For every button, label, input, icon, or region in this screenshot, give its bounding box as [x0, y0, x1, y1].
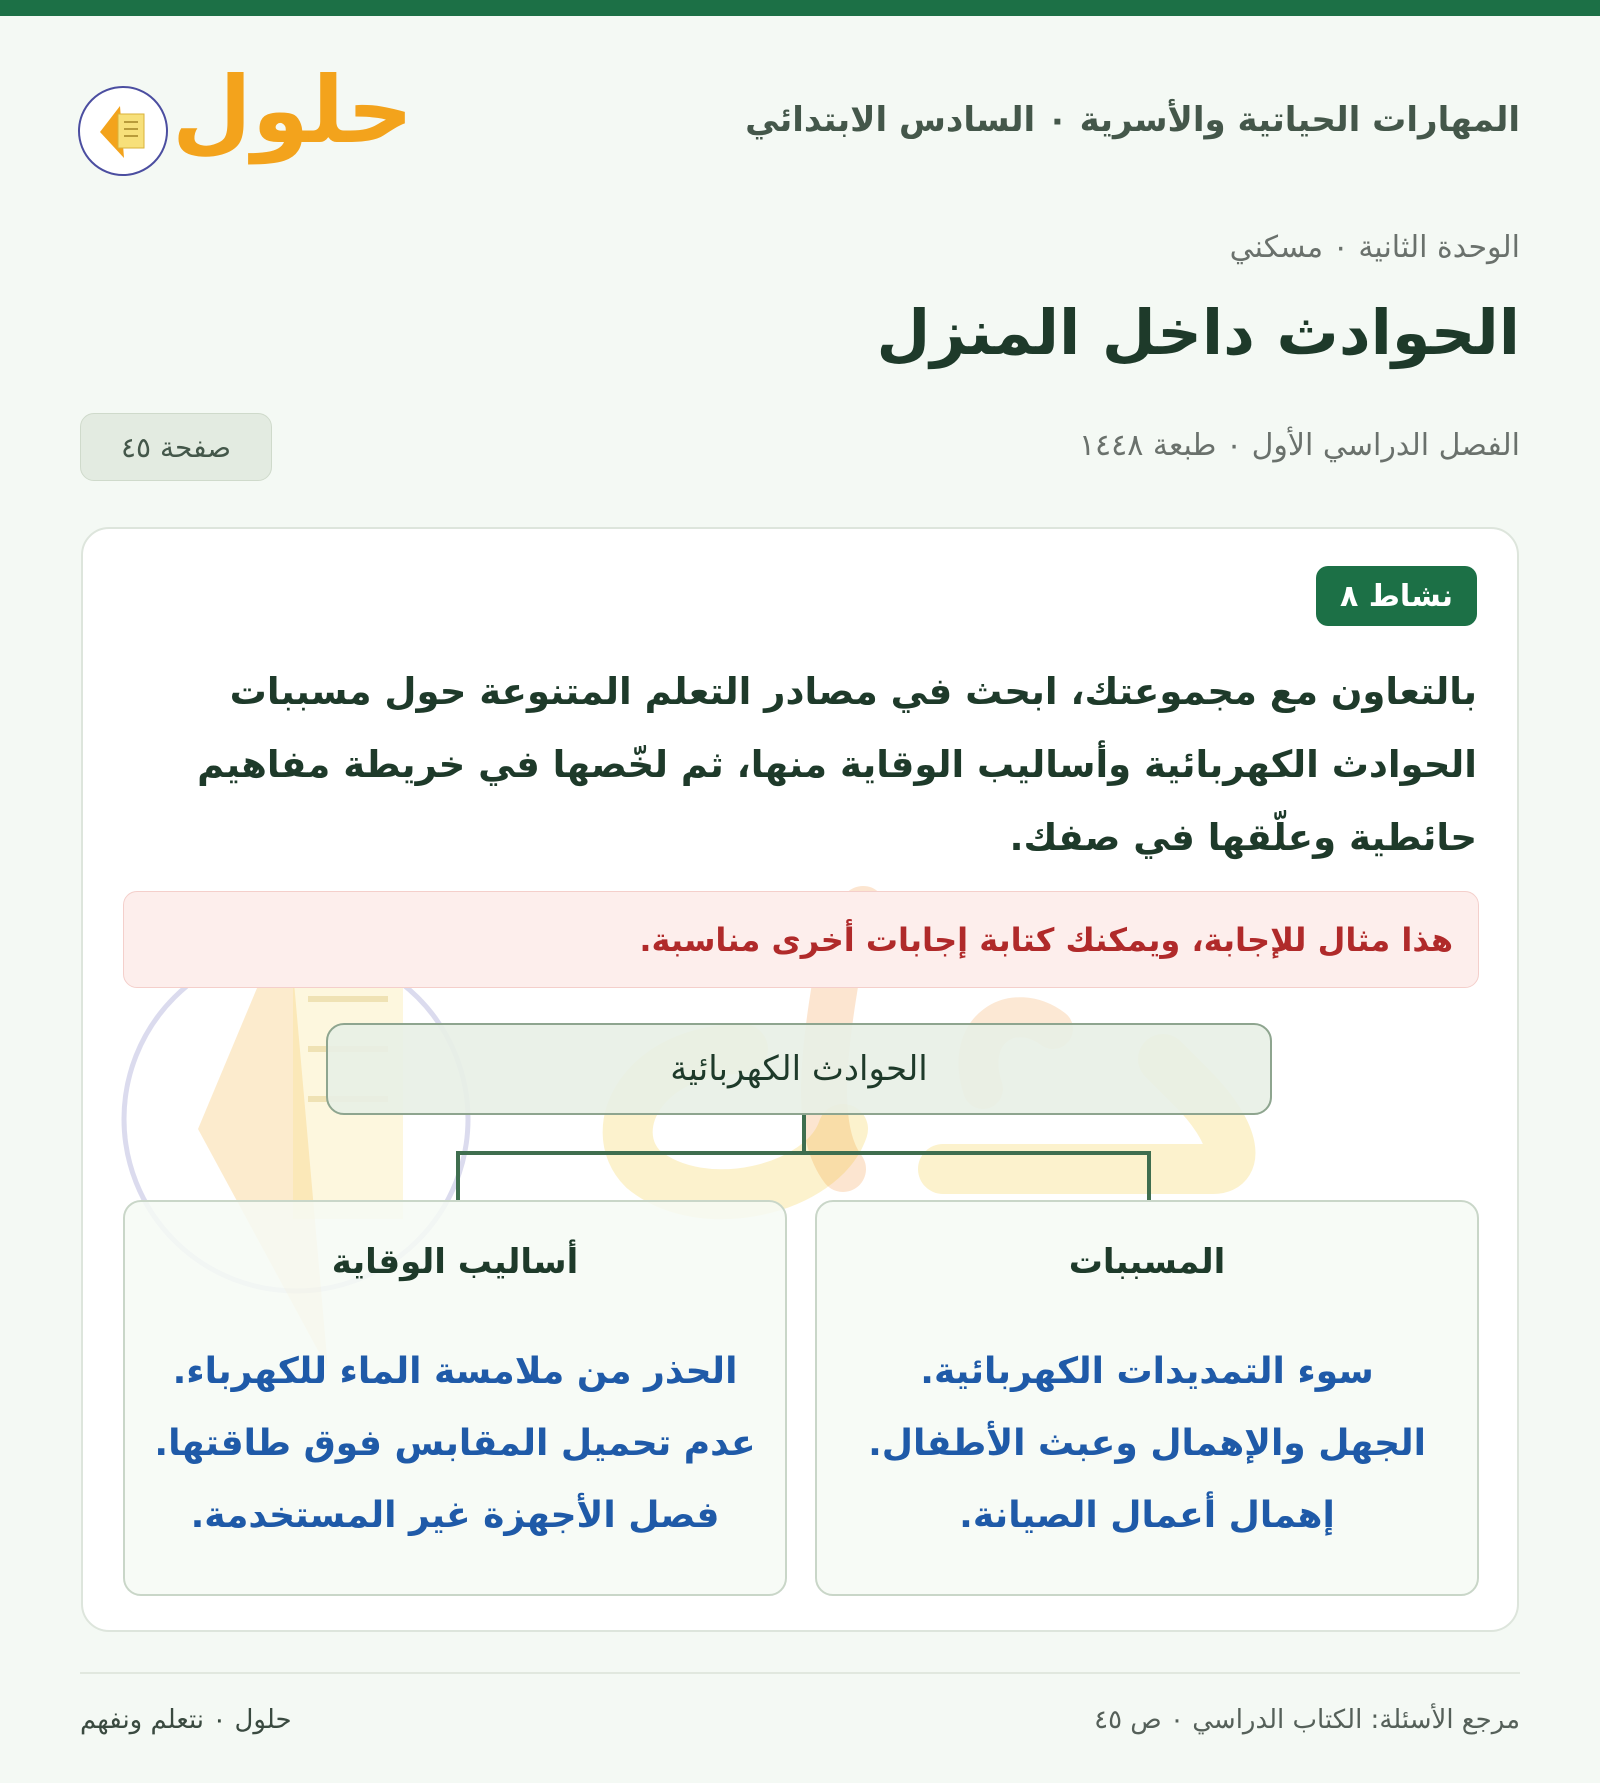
unit-label: الوحدة الثانية ٠ مسكني — [1229, 230, 1520, 265]
footer-divider — [80, 1672, 1520, 1674]
footer-reference: مرجع الأسئلة: الكتاب الدراسي ٠ ص ٤٥ — [1094, 1705, 1520, 1735]
prevention-list — [125, 1336, 785, 1552]
cause-item: إهمال أعمال الصيانة. — [959, 1495, 1335, 1536]
page-title: الحوادث داخل المنزل — [876, 296, 1520, 369]
prevention-title: أساليب الوقاية — [331, 1242, 579, 1282]
semester-label: الفصل الدراسي الأول ٠ طبعة ١٤٤٨ — [1078, 428, 1520, 463]
logo-wordmark: حلول — [172, 57, 414, 164]
example-answer-note: هذا مثال للإجابة، ويمكنك كتابة إجابات أخرى مناسبة. — [123, 891, 1479, 988]
prevention-item: الحذر من ملامسة الماء للكهرباء. — [172, 1351, 738, 1392]
prevention-item: فصل الأجهزة غير المستخدمة. — [190, 1495, 720, 1536]
prevention-branch — [123, 1200, 787, 1596]
activity-badge: نشاط ٨ — [1316, 566, 1477, 626]
cause-item: سوء التمديدات الكهربائية. — [920, 1351, 1374, 1392]
connector-trunk — [802, 1115, 806, 1155]
connector-right-drop — [1147, 1151, 1151, 1200]
causes-branch — [815, 1200, 1479, 1596]
subject-title: المهارات الحياتية والأسرية ٠ السادس الابتدائي — [745, 100, 1520, 140]
activity-card — [81, 527, 1519, 1632]
activity-question: بالتعاون مع مجموعتك، ابحث في مصادر التعلم المتنوعة حول مسببات الحوادث الكهربائية وأساليب الوقاية منها، ثم لخّصها في خريطة مفاهيم حائطية وعلّقها في صفك. — [197, 670, 1477, 859]
footer-brand[interactable]: حلول ٠ نتعلم ونفهم — [80, 1705, 292, 1735]
hulul-logo[interactable] — [78, 57, 414, 186]
top-accent-bar — [0, 0, 1600, 16]
causes-title: المسببات — [1068, 1242, 1226, 1282]
connector-bar — [456, 1151, 1151, 1155]
connector-left-drop — [456, 1151, 460, 1200]
prevention-item: عدم تحميل المقابس فوق طاقتها. — [154, 1423, 756, 1464]
logo-emblem-icon — [78, 86, 168, 176]
page-number-badge: صفحة ٤٥ — [80, 413, 272, 481]
causes-list — [817, 1336, 1477, 1552]
cause-item: الجهل والإهمال وعبث الأطفال. — [868, 1423, 1426, 1464]
concept-map-root: الحوادث الكهربائية — [326, 1023, 1272, 1115]
